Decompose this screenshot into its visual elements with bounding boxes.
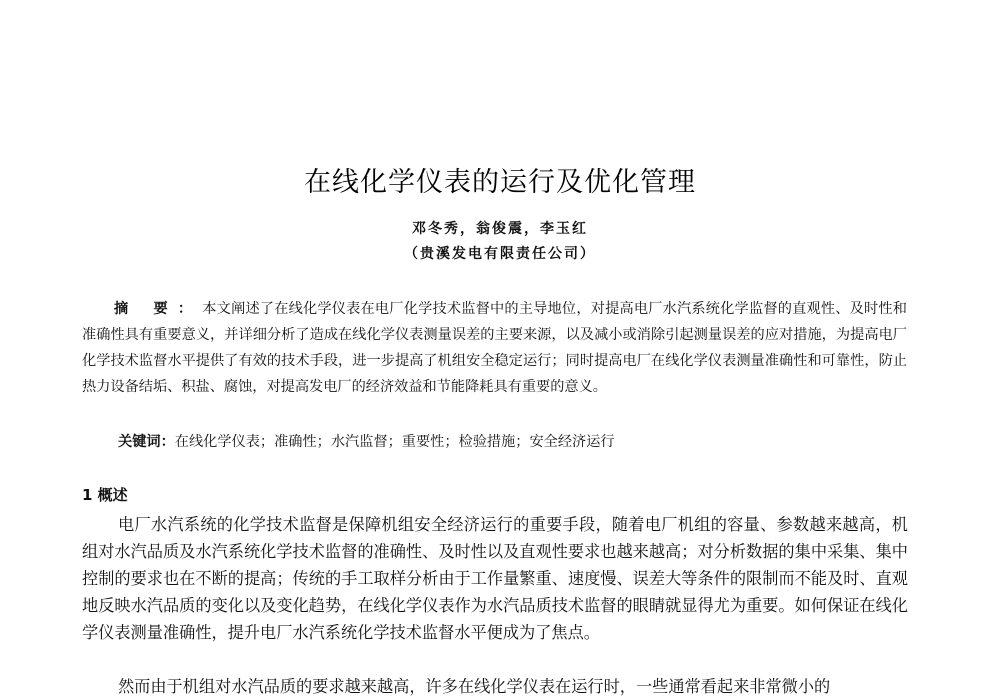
section-heading-overview: 1 概述	[82, 486, 128, 504]
keywords-text: 在线化学仪表；准确性；水汽监督；重要性；检验措施；安全经济运行	[174, 434, 615, 450]
body-paragraph: 电厂水汽系统的化学技术监督是保障机组安全经济运行的重要手段，随着电厂机组的容量、参数越来越高，机组对水汽品质及水汽系统化学技术监督的准确性、及时性以及直观性要求也越来越高；对分析数据的集中采集、集中控制的要求也在不断的提高；传统的手工取样分析由于工作量繁重、速度慢、误差大等条件的限制而不能及时、直观地反映水汽品质的变化以及变化趋势，在线化学仪表作为水汽品质技术监督的眼睛就显得尤为重要。如何保证在线化学仪表测量准确性，提升电厂水汽系统化学技术监督水平便成为了焦点。	[82, 515, 908, 642]
author-affiliation: （贵溪发电有限责任公司）	[404, 246, 596, 262]
paper-title: 在线化学仪表的运行及优化管理	[304, 167, 696, 199]
abstract-text: 本文阐述了在线化学仪表在电厂化学技术监督中的主导地位，对提高电厂水汽系统化学监督的直观性、及时性和准确性具有重要意义，并详细分析了造成在线化学仪表测量误差的主要来源，以及减小或消除引起测量误差的应对措施，为提高电厂化学技术监督水平提供了有效的技术手段，进一步提高了机组安全稳定运行；同时提高电厂在线化学仪表测量准确性和可靠性，防止热力设备结垢、积盐、腐蚀，对提高发电厂的经济效益和节能降耗具有重要的意义。	[82, 301, 907, 395]
keywords-label: 关键词：	[118, 434, 175, 450]
abstract-paragraph	[82, 296, 907, 400]
body-paragraph-partial: 然而由于机组对水汽品质的要求越来越高，许多在线化学仪表在运行时，一些通常看起来非常微小的	[118, 677, 831, 696]
abstract-label: 摘 要：	[114, 301, 203, 317]
author-list: 邓冬秀，翁俊震，李玉红	[412, 221, 588, 237]
keywords-line	[118, 429, 908, 455]
